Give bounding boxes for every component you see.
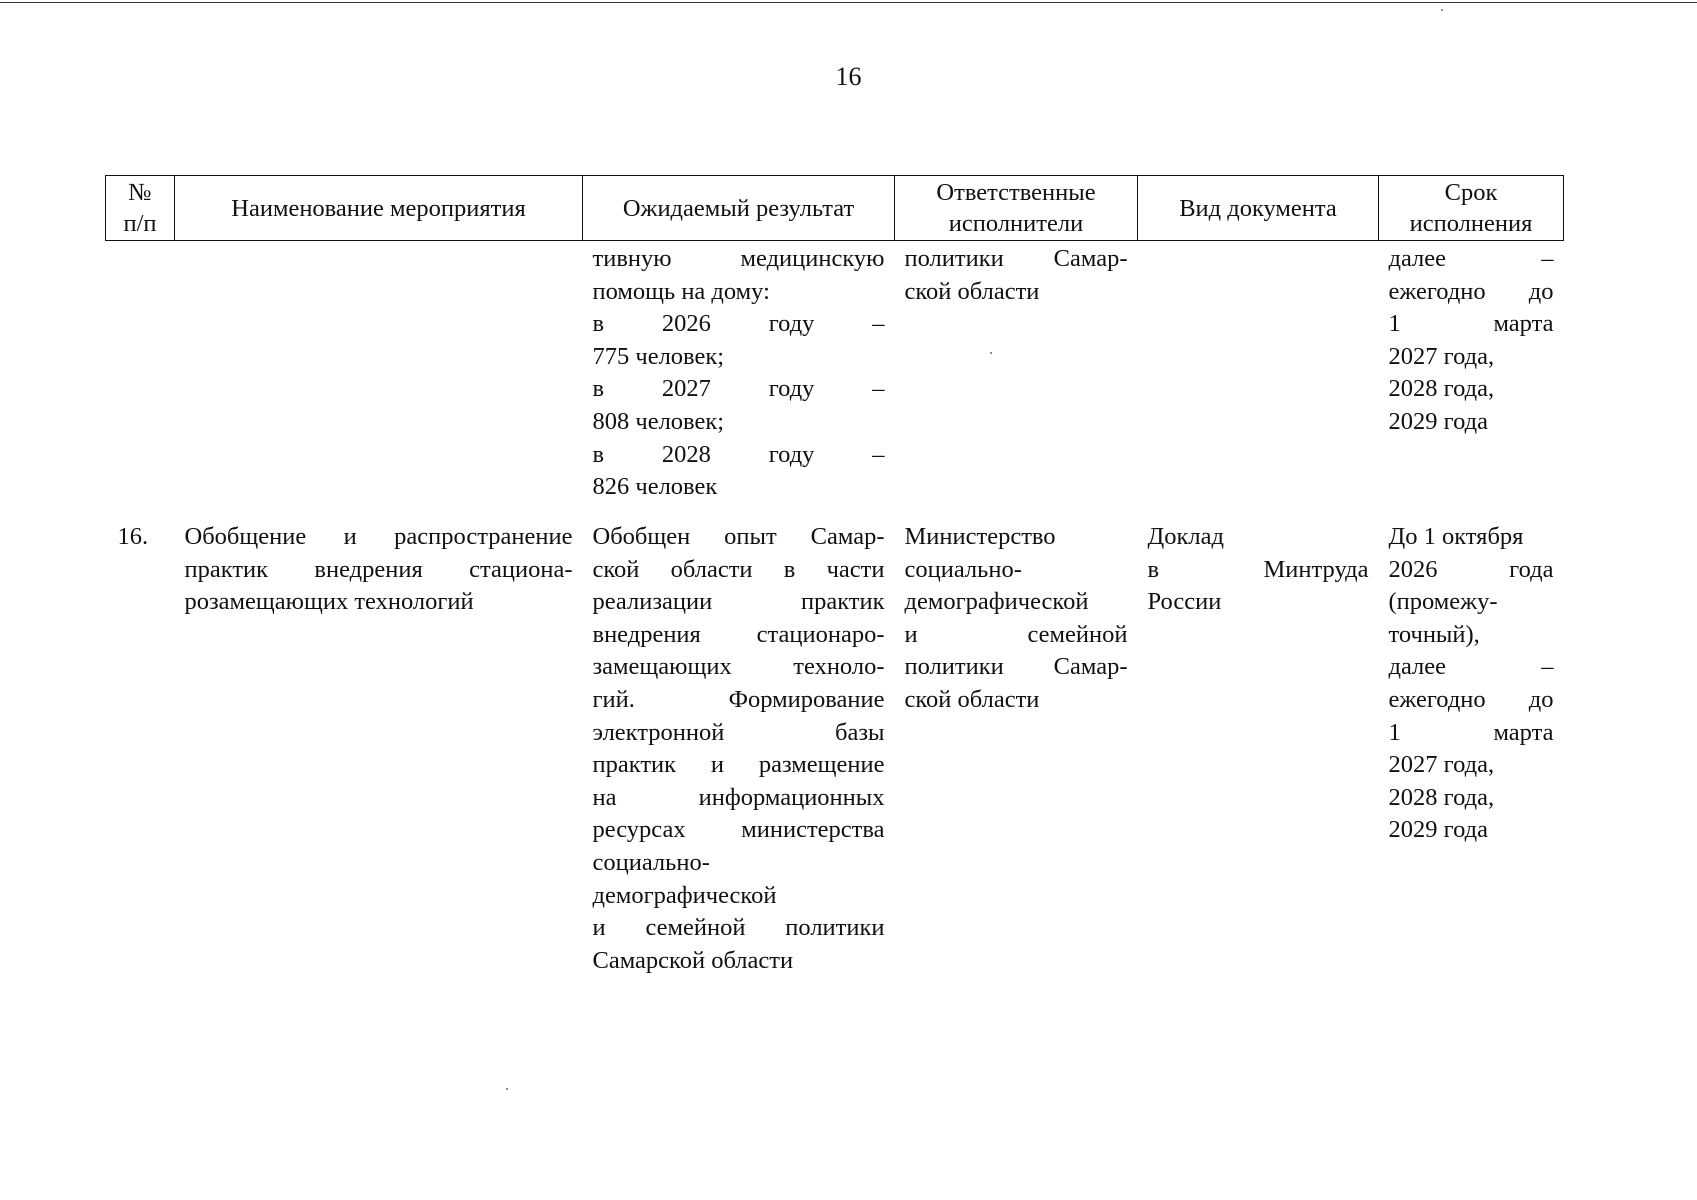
responsible-line: демографической (904, 588, 1089, 616)
cell-doc-type-16 (1138, 521, 1379, 977)
scan-speck (990, 352, 992, 354)
top-edge-rule (0, 2, 1697, 3)
result-line: гий. Формирование (592, 685, 885, 713)
cell-deadline-continued (1379, 241, 1564, 522)
header-responsible (895, 176, 1138, 241)
doc-type-line: в Минтруда (1147, 555, 1369, 583)
deadline-line: 2028 года, (1388, 375, 1495, 403)
deadline-line: ежегодно до (1388, 277, 1554, 305)
responsible-line: политики Самар- (904, 245, 1128, 272)
name-line: розамещающих технологий (184, 588, 474, 616)
result-line: реализации практик (592, 588, 885, 616)
deadline-line: 2029 года (1388, 816, 1488, 844)
header-num (106, 176, 175, 241)
deadline-line: (промежу- (1388, 588, 1498, 616)
deadline-line: далее – (1388, 653, 1554, 681)
responsible-line: и семейной (904, 620, 1128, 648)
deadline-line: 1 марта (1388, 310, 1554, 338)
result-line: практик и размещение (592, 751, 885, 779)
header-result: Ожидаемый результат (583, 176, 895, 241)
table-row-16 (106, 521, 1564, 977)
result-line: в 2028 году – (592, 440, 885, 468)
result-line: и семейной политики (592, 914, 885, 942)
cell-name-16 (175, 521, 583, 977)
result-line: 826 человек (592, 473, 718, 501)
table-row-continued (106, 241, 1564, 522)
result-line: Обобщен опыт Самар- (592, 523, 885, 550)
result-line: социально- (592, 848, 710, 876)
cell-responsible-16 (895, 521, 1138, 977)
responsible-line: политики Самар- (904, 653, 1128, 681)
scan-speck (506, 1088, 508, 1090)
table-header-row (106, 176, 1564, 241)
responsible-line: ской области (904, 277, 1040, 305)
result-line: тивную медицинскую (592, 245, 885, 272)
responsible-line: Министерство (904, 523, 1056, 550)
deadline-line: 2028 года, (1388, 783, 1495, 811)
cell-doc-type-continued (1138, 241, 1379, 522)
scan-speck (1441, 9, 1443, 11)
doc-type-line: России (1147, 588, 1222, 616)
result-line: демографической (592, 881, 777, 909)
result-line: замещающих техноло- (592, 653, 885, 681)
result-line: электронной базы (592, 718, 885, 746)
deadline-line: До 1 октября (1388, 523, 1524, 550)
deadline-line: 2026 года (1388, 555, 1554, 583)
result-line: в 2026 году – (592, 310, 885, 338)
name-line: практик внедрения стациона- (184, 555, 573, 583)
cell-responsible-continued (895, 241, 1138, 522)
name-line: Обобщение и распространение (184, 523, 573, 550)
responsible-line: ской области (904, 685, 1040, 713)
deadline-line: 2027 года, (1388, 751, 1495, 779)
plan-table (105, 175, 1564, 977)
deadline-line: далее – (1388, 245, 1554, 272)
deadline-line: 1 марта (1388, 718, 1554, 746)
page-number: 16 (835, 62, 862, 91)
deadline-line: точный), (1388, 620, 1480, 648)
responsible-line: социально- (904, 555, 1022, 583)
result-line: ской области в части (592, 555, 885, 583)
result-line: 808 человек; (592, 407, 725, 435)
deadline-line: 2029 года (1388, 407, 1488, 435)
result-line: помощь на дому: (592, 277, 770, 305)
result-line: на информационных (592, 783, 885, 811)
cell-result-continued (583, 241, 895, 522)
doc-type-line: Доклад (1147, 523, 1224, 550)
cell-num-16: 16. (117, 523, 149, 550)
header-name: Наименование мероприятия (175, 176, 583, 241)
cell-deadline-16 (1379, 521, 1564, 977)
result-line: внедрения стационаро- (592, 620, 885, 648)
result-line: 775 человек; (592, 342, 725, 370)
header-doc-type: Вид документа (1138, 176, 1379, 241)
header-responsible-label: Ответственные исполнители (936, 179, 1096, 237)
header-deadline-label: Срок исполнения (1409, 179, 1533, 237)
deadline-line: ежегодно до (1388, 685, 1554, 713)
result-line: в 2027 году – (592, 375, 885, 403)
cell-num-continued (106, 241, 175, 522)
deadline-line: 2027 года, (1388, 342, 1495, 370)
result-line: Самарской области (592, 946, 794, 974)
header-deadline (1379, 176, 1564, 241)
cell-result-16 (583, 521, 895, 977)
header-num-label: № п/п (123, 179, 157, 237)
cell-name-continued (175, 241, 583, 522)
result-line: ресурсах министерства (592, 816, 885, 844)
